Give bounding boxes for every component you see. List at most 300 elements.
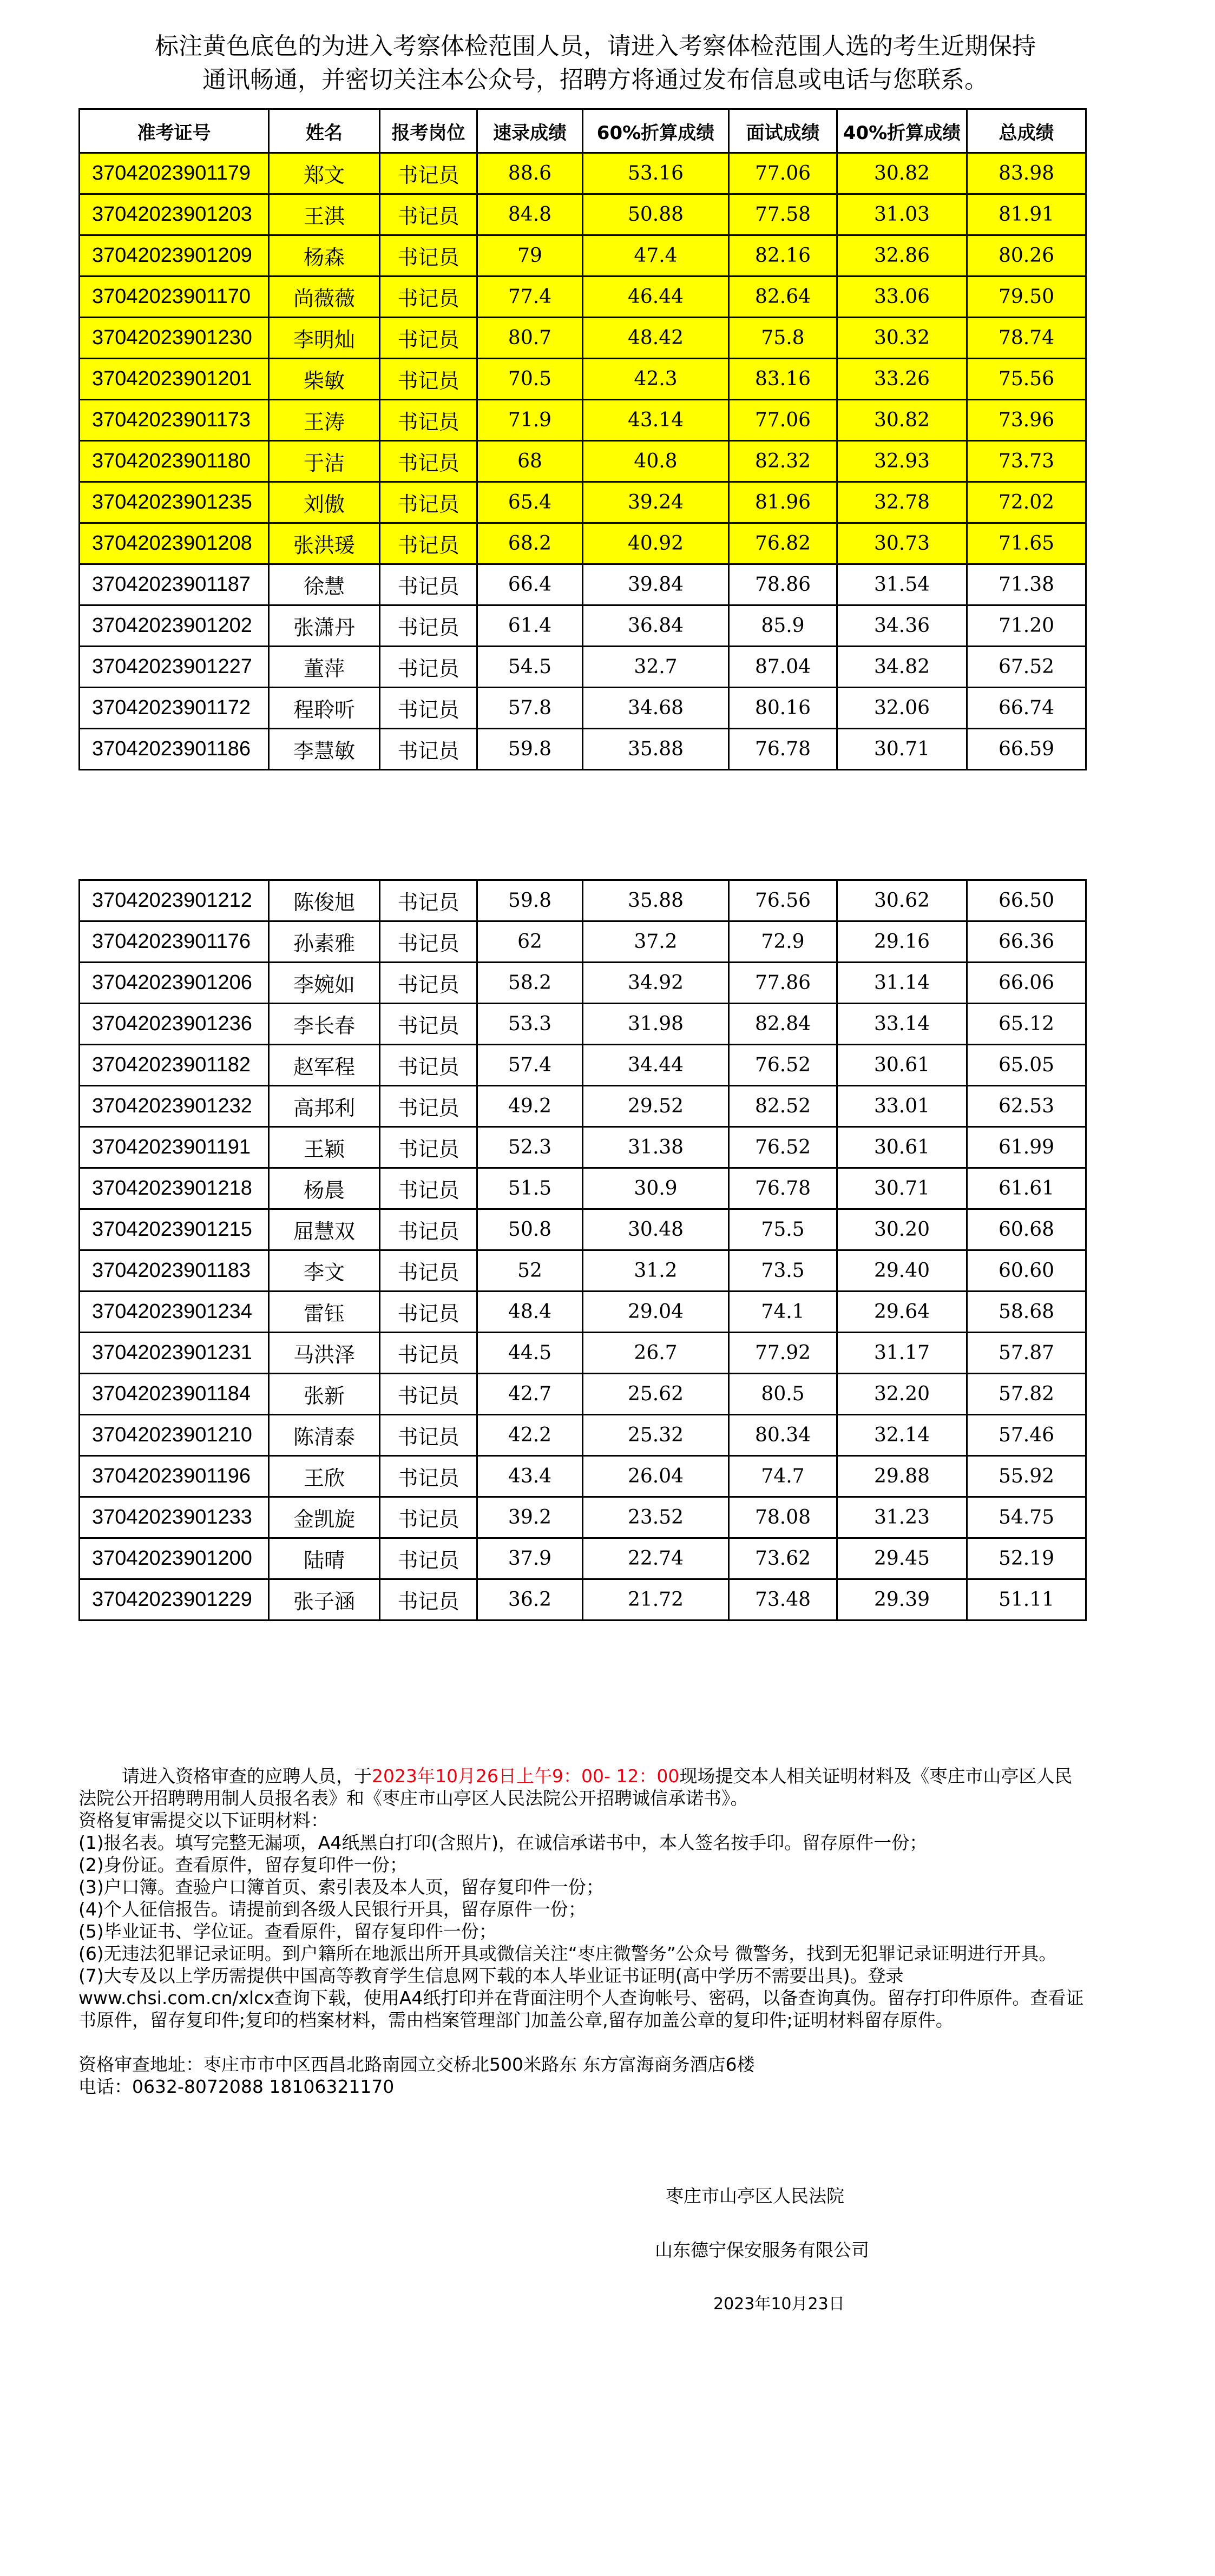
cell-name: 王颖 — [269, 1127, 380, 1168]
cell-name: 陈清泰 — [269, 1415, 380, 1456]
cell-exam-id: 37042023901203 — [80, 194, 269, 235]
cell-speed-score: 37.9 — [477, 1538, 583, 1579]
cell-interview-score: 75.8 — [729, 318, 837, 359]
cell-40pct-score: 31.23 — [837, 1497, 967, 1538]
cell-exam-id: 37042023901234 — [80, 1292, 269, 1333]
cell-60pct-score: 26.7 — [583, 1333, 729, 1374]
cell-60pct-score: 31.2 — [583, 1250, 729, 1292]
signature-org-security: 山东德宁保安服务有限公司 — [655, 2239, 869, 2261]
cell-40pct-score: 33.26 — [837, 359, 967, 400]
cell-post: 书记员 — [380, 359, 477, 400]
cell-total-score: 58.68 — [967, 1292, 1086, 1333]
cell-interview-score: 77.92 — [729, 1333, 837, 1374]
notice-line-2: 通讯畅通，并密切关注本公众号，招聘方将通过发布信息或电话与您联系。 — [202, 66, 988, 94]
table-row — [80, 1168, 1086, 1209]
cell-60pct-score: 35.88 — [583, 880, 729, 921]
cell-post: 书记员 — [380, 400, 477, 441]
cell-exam-id: 37042023901186 — [80, 729, 269, 770]
cell-name: 马洪泽 — [269, 1333, 380, 1374]
cell-exam-id: 37042023901210 — [80, 1415, 269, 1456]
cell-total-score: 75.56 — [967, 359, 1086, 400]
cell-name: 孙素雅 — [269, 921, 380, 963]
cell-exam-id: 37042023901183 — [80, 1250, 269, 1292]
cell-40pct-score: 31.17 — [837, 1333, 967, 1374]
cell-interview-score: 82.84 — [729, 1004, 837, 1045]
cell-interview-score: 76.82 — [729, 523, 837, 564]
signature-date: 2023年10月23日 — [713, 2295, 845, 2314]
header-post: 报考岗位 — [380, 109, 477, 153]
cell-post: 书记员 — [380, 441, 477, 482]
review-item: (7)大专及以上学历需提供中国高等教育学生信息网下载的本人毕业证书证明(高中学历不需要出具)。登录www.chsi.com.cn/xlcx查询下载，使用A4纸打印并在背面注明个人查询帐号、密码，以备查询真伪。留存打印件原件。查看证书原件，留存复印件;复印的档案材料，需由档案管理部门加盖公章,留存加盖公章的复印件;证明材料留存原件。 — [78, 1965, 1084, 2031]
cell-total-score: 57.82 — [967, 1374, 1086, 1415]
cell-name: 刘傲 — [269, 482, 380, 523]
cell-speed-score: 79 — [477, 235, 583, 276]
cell-interview-score: 76.78 — [729, 1168, 837, 1209]
cell-interview-score: 74.1 — [729, 1292, 837, 1333]
cell-speed-score: 42.2 — [477, 1415, 583, 1456]
cell-speed-score: 44.5 — [477, 1333, 583, 1374]
cell-60pct-score: 30.9 — [583, 1168, 729, 1209]
cell-60pct-score: 46.44 — [583, 276, 729, 318]
cell-post: 书记员 — [380, 921, 477, 963]
header-speed-score: 速录成绩 — [477, 109, 583, 153]
cell-name: 郑文 — [269, 153, 380, 194]
cell-total-score: 55.92 — [967, 1456, 1086, 1497]
table-row — [80, 318, 1086, 359]
review-phone: 电话：0632-8072088 18106321170 — [78, 2076, 395, 2097]
table-row — [80, 963, 1086, 1004]
signature-org-court: 枣庄市山亭区人民法院 — [666, 2185, 844, 2206]
header-40pct-score: 40%折算成绩 — [837, 109, 967, 153]
table-row — [80, 1333, 1086, 1374]
cell-60pct-score: 30.48 — [583, 1209, 729, 1250]
cell-interview-score: 75.5 — [729, 1209, 837, 1250]
cell-exam-id: 37042023901179 — [80, 153, 269, 194]
table-row — [80, 564, 1086, 605]
cell-exam-id: 37042023901232 — [80, 1086, 269, 1127]
cell-post: 书记员 — [380, 1209, 477, 1250]
cell-speed-score: 68.2 — [477, 523, 583, 564]
cell-post: 书记员 — [380, 688, 477, 729]
cell-speed-score: 50.8 — [477, 1209, 583, 1250]
cell-40pct-score: 29.39 — [837, 1579, 967, 1620]
cell-name: 张新 — [269, 1374, 380, 1415]
cell-40pct-score: 30.71 — [837, 1168, 967, 1209]
cell-total-score: 60.60 — [967, 1250, 1086, 1292]
cell-name: 李文 — [269, 1250, 380, 1292]
cell-60pct-score: 39.24 — [583, 482, 729, 523]
cell-total-score: 66.74 — [967, 688, 1086, 729]
cell-60pct-score: 36.84 — [583, 605, 729, 647]
cell-total-score: 61.61 — [967, 1168, 1086, 1209]
cell-speed-score: 58.2 — [477, 963, 583, 1004]
table-header-row — [80, 109, 1086, 153]
review-item: (4)个人征信报告。请提前到各级人民银行开具，留存原件一份； — [78, 1899, 586, 1920]
cell-post: 书记员 — [380, 1497, 477, 1538]
cell-60pct-score: 53.16 — [583, 153, 729, 194]
cell-name: 屈慧双 — [269, 1209, 380, 1250]
cell-60pct-score: 31.98 — [583, 1004, 729, 1045]
cell-60pct-score: 42.3 — [583, 359, 729, 400]
cell-speed-score: 61.4 — [477, 605, 583, 647]
cell-total-score: 73.73 — [967, 441, 1086, 482]
cell-post: 书记员 — [380, 1292, 477, 1333]
cell-post: 书记员 — [380, 1004, 477, 1045]
table-row — [80, 194, 1086, 235]
cell-post: 书记员 — [380, 605, 477, 647]
table-row — [80, 1579, 1086, 1620]
cell-exam-id: 37042023901206 — [80, 963, 269, 1004]
review-item: (5)毕业证书、学位证。查看原件，留存复印件一份； — [78, 1921, 497, 1942]
cell-post: 书记员 — [380, 153, 477, 194]
cell-interview-score: 82.52 — [729, 1086, 837, 1127]
cell-60pct-score: 29.52 — [583, 1086, 729, 1127]
cell-speed-score: 62 — [477, 921, 583, 963]
cell-total-score: 51.11 — [967, 1579, 1086, 1620]
notice-line-1: 标注黄色底色的为进入考察体检范围人员，请进入考察体检范围人选的考生近期保持 — [155, 32, 1036, 60]
cell-interview-score: 85.9 — [729, 605, 837, 647]
review-item: (2)身份证。查看原件，留存复印件一份； — [78, 1854, 408, 1875]
cell-name: 柴敏 — [269, 359, 380, 400]
cell-total-score: 65.05 — [967, 1045, 1086, 1086]
table-row — [80, 1456, 1086, 1497]
table-row — [80, 1415, 1086, 1456]
cell-40pct-score: 32.78 — [837, 482, 967, 523]
cell-name: 李明灿 — [269, 318, 380, 359]
cell-exam-id: 37042023901233 — [80, 1497, 269, 1538]
cell-60pct-score: 26.04 — [583, 1456, 729, 1497]
cell-post: 书记员 — [380, 1045, 477, 1086]
cell-post: 书记员 — [380, 1250, 477, 1292]
cell-exam-id: 37042023901201 — [80, 359, 269, 400]
cell-post: 书记员 — [380, 318, 477, 359]
cell-40pct-score: 31.54 — [837, 564, 967, 605]
cell-speed-score: 77.4 — [477, 276, 583, 318]
cell-post: 书记员 — [380, 1579, 477, 1620]
cell-exam-id: 37042023901187 — [80, 564, 269, 605]
cell-total-score: 66.36 — [967, 921, 1086, 963]
table-row — [80, 729, 1086, 770]
cell-60pct-score: 34.44 — [583, 1045, 729, 1086]
review-date-time: 2023年10月26日上午9：00- 12：00 — [372, 1765, 680, 1787]
cell-interview-score: 74.7 — [729, 1456, 837, 1497]
cell-name: 张潇丹 — [269, 605, 380, 647]
cell-60pct-score: 21.72 — [583, 1579, 729, 1620]
cell-interview-score: 77.86 — [729, 963, 837, 1004]
cell-exam-id: 37042023901235 — [80, 482, 269, 523]
cell-exam-id: 37042023901202 — [80, 605, 269, 647]
cell-post: 书记员 — [380, 647, 477, 688]
cell-name: 董萍 — [269, 647, 380, 688]
cell-total-score: 65.12 — [967, 1004, 1086, 1045]
cell-speed-score: 54.5 — [477, 647, 583, 688]
score-table-part-1 — [78, 108, 1087, 770]
cell-name: 杨晨 — [269, 1168, 380, 1209]
table-row — [80, 276, 1086, 318]
cell-40pct-score: 29.88 — [837, 1456, 967, 1497]
cell-40pct-score: 34.36 — [837, 605, 967, 647]
cell-60pct-score: 29.04 — [583, 1292, 729, 1333]
cell-exam-id: 37042023901200 — [80, 1538, 269, 1579]
cell-name: 金凯旋 — [269, 1497, 380, 1538]
review-intro: 请进入资格审查的应聘人员，于2023年10月26日上午9：00- 12：00现场提交本人相关证明材料及《枣庄市山亭区人民法院公开招聘聘用制人员报名表》和《枣庄市山亭区人民法院公开招聘诚信承诺书》。 — [78, 1765, 1073, 1809]
cell-interview-score: 76.56 — [729, 880, 837, 921]
cell-interview-score: 78.08 — [729, 1497, 837, 1538]
cell-exam-id: 37042023901218 — [80, 1168, 269, 1209]
cell-interview-score: 77.06 — [729, 400, 837, 441]
cell-interview-score: 80.16 — [729, 688, 837, 729]
cell-speed-score: 36.2 — [477, 1579, 583, 1620]
cell-exam-id: 37042023901172 — [80, 688, 269, 729]
cell-name: 于洁 — [269, 441, 380, 482]
cell-40pct-score: 30.61 — [837, 1045, 967, 1086]
cell-name: 王淇 — [269, 194, 380, 235]
cell-60pct-score: 48.42 — [583, 318, 729, 359]
cell-name: 雷钰 — [269, 1292, 380, 1333]
cell-40pct-score: 30.82 — [837, 400, 967, 441]
cell-40pct-score: 30.73 — [837, 523, 967, 564]
cell-exam-id: 37042023901236 — [80, 1004, 269, 1045]
cell-60pct-score: 34.92 — [583, 963, 729, 1004]
cell-60pct-score: 34.68 — [583, 688, 729, 729]
cell-post: 书记员 — [380, 1086, 477, 1127]
table-row — [80, 1250, 1086, 1292]
review-item: (6)无违法犯罪记录证明。到户籍所在地派出所开具或微信关注“枣庄微警务”公众号 微警务，找到无犯罪记录证明进行开具。 — [78, 1943, 1057, 1964]
cell-exam-id: 37042023901212 — [80, 880, 269, 921]
cell-speed-score: 43.4 — [477, 1456, 583, 1497]
cell-interview-score: 73.48 — [729, 1579, 837, 1620]
cell-40pct-score: 29.40 — [837, 1250, 967, 1292]
table-row — [80, 1374, 1086, 1415]
cell-exam-id: 37042023901170 — [80, 276, 269, 318]
cell-name: 赵军程 — [269, 1045, 380, 1086]
cell-post: 书记员 — [380, 194, 477, 235]
header-60pct-score: 60%折算成绩 — [583, 109, 729, 153]
cell-name: 陆晴 — [269, 1538, 380, 1579]
cell-exam-id: 37042023901229 — [80, 1579, 269, 1620]
cell-interview-score: 80.5 — [729, 1374, 837, 1415]
cell-40pct-score: 30.62 — [837, 880, 967, 921]
cell-40pct-score: 30.32 — [837, 318, 967, 359]
cell-interview-score: 81.96 — [729, 482, 837, 523]
cell-speed-score: 42.7 — [477, 1374, 583, 1415]
review-item: (1)报名表。填写完整无漏项，A4纸黑白打印(含照片)，在诚信承诺书中，本人签名按手印。留存原件一份； — [78, 1832, 928, 1853]
cell-interview-score: 76.78 — [729, 729, 837, 770]
cell-interview-score: 73.5 — [729, 1250, 837, 1292]
table-row — [80, 1004, 1086, 1045]
cell-interview-score: 73.62 — [729, 1538, 837, 1579]
cell-name: 杨森 — [269, 235, 380, 276]
cell-exam-id: 37042023901215 — [80, 1209, 269, 1250]
cell-total-score: 67.52 — [967, 647, 1086, 688]
notice — [81, 30, 1109, 97]
cell-60pct-score: 23.52 — [583, 1497, 729, 1538]
score-table-part-2 — [78, 879, 1087, 1621]
cell-interview-score: 87.04 — [729, 647, 837, 688]
cell-name: 李婉如 — [269, 963, 380, 1004]
cell-speed-score: 52 — [477, 1250, 583, 1292]
cell-speed-score: 84.8 — [477, 194, 583, 235]
cell-name: 尚薇薇 — [269, 276, 380, 318]
cell-speed-score: 53.3 — [477, 1004, 583, 1045]
cell-total-score: 66.50 — [967, 880, 1086, 921]
cell-40pct-score: 30.61 — [837, 1127, 967, 1168]
cell-speed-score: 59.8 — [477, 729, 583, 770]
cell-speed-score: 57.4 — [477, 1045, 583, 1086]
cell-post: 书记员 — [380, 523, 477, 564]
cell-interview-score: 78.86 — [729, 564, 837, 605]
cell-60pct-score: 47.4 — [583, 235, 729, 276]
cell-interview-score: 82.64 — [729, 276, 837, 318]
table-row — [80, 921, 1086, 963]
cell-40pct-score: 29.16 — [837, 921, 967, 963]
cell-60pct-score: 40.92 — [583, 523, 729, 564]
cell-40pct-score: 32.93 — [837, 441, 967, 482]
cell-interview-score: 76.52 — [729, 1045, 837, 1086]
cell-total-score: 80.26 — [967, 235, 1086, 276]
cell-40pct-score: 30.71 — [837, 729, 967, 770]
cell-name: 高邦利 — [269, 1086, 380, 1127]
cell-60pct-score: 43.14 — [583, 400, 729, 441]
cell-40pct-score: 30.82 — [837, 153, 967, 194]
cell-exam-id: 37042023901196 — [80, 1456, 269, 1497]
table-row — [80, 1209, 1086, 1250]
header-exam-id: 准考证号 — [80, 109, 269, 153]
table-row — [80, 880, 1086, 921]
cell-speed-score: 88.6 — [477, 153, 583, 194]
cell-post: 书记员 — [380, 1374, 477, 1415]
cell-speed-score: 51.5 — [477, 1168, 583, 1209]
cell-40pct-score: 33.01 — [837, 1086, 967, 1127]
cell-name: 李长春 — [269, 1004, 380, 1045]
cell-speed-score: 70.5 — [477, 359, 583, 400]
table-row — [80, 647, 1086, 688]
cell-total-score: 78.74 — [967, 318, 1086, 359]
cell-post: 书记员 — [380, 1127, 477, 1168]
cell-speed-score: 68 — [477, 441, 583, 482]
cell-total-score: 81.91 — [967, 194, 1086, 235]
table-row — [80, 1292, 1086, 1333]
cell-interview-score: 80.34 — [729, 1415, 837, 1456]
cell-total-score: 71.20 — [967, 605, 1086, 647]
cell-post: 书记员 — [380, 1168, 477, 1209]
cell-speed-score: 80.7 — [477, 318, 583, 359]
cell-exam-id: 37042023901231 — [80, 1333, 269, 1374]
cell-40pct-score: 32.86 — [837, 235, 967, 276]
cell-interview-score: 77.06 — [729, 153, 837, 194]
table-row — [80, 1086, 1086, 1127]
cell-40pct-score: 29.64 — [837, 1292, 967, 1333]
cell-interview-score: 76.52 — [729, 1127, 837, 1168]
cell-40pct-score: 31.03 — [837, 194, 967, 235]
cell-total-score: 71.38 — [967, 564, 1086, 605]
cell-interview-score: 83.16 — [729, 359, 837, 400]
cell-total-score: 66.06 — [967, 963, 1086, 1004]
cell-speed-score: 39.2 — [477, 1497, 583, 1538]
review-item: 资格复审需提交以下证明材料： — [78, 1810, 329, 1831]
cell-speed-score: 48.4 — [477, 1292, 583, 1333]
cell-exam-id: 37042023901230 — [80, 318, 269, 359]
cell-60pct-score: 50.88 — [583, 194, 729, 235]
cell-speed-score: 59.8 — [477, 880, 583, 921]
cell-exam-id: 37042023901184 — [80, 1374, 269, 1415]
cell-speed-score: 65.4 — [477, 482, 583, 523]
cell-total-score: 72.02 — [967, 482, 1086, 523]
cell-40pct-score: 32.14 — [837, 1415, 967, 1456]
cell-post: 书记员 — [380, 963, 477, 1004]
cell-total-score: 52.19 — [967, 1538, 1086, 1579]
cell-total-score: 60.68 — [967, 1209, 1086, 1250]
cell-40pct-score: 32.20 — [837, 1374, 967, 1415]
cell-speed-score: 52.3 — [477, 1127, 583, 1168]
cell-post: 书记员 — [380, 1456, 477, 1497]
cell-name: 王欣 — [269, 1456, 380, 1497]
header-name: 姓名 — [269, 109, 380, 153]
cell-speed-score: 66.4 — [477, 564, 583, 605]
cell-speed-score: 57.8 — [477, 688, 583, 729]
cell-60pct-score: 40.8 — [583, 441, 729, 482]
cell-60pct-score: 32.7 — [583, 647, 729, 688]
cell-40pct-score: 32.06 — [837, 688, 967, 729]
table-row — [80, 153, 1086, 194]
cell-exam-id: 37042023901227 — [80, 647, 269, 688]
header-total-score: 总成绩 — [967, 109, 1086, 153]
cell-post: 书记员 — [380, 235, 477, 276]
table-row — [80, 441, 1086, 482]
cell-60pct-score: 22.74 — [583, 1538, 729, 1579]
cell-post: 书记员 — [380, 880, 477, 921]
cell-total-score: 73.96 — [967, 400, 1086, 441]
cell-60pct-score: 31.38 — [583, 1127, 729, 1168]
cell-interview-score: 82.16 — [729, 235, 837, 276]
cell-total-score: 57.87 — [967, 1333, 1086, 1374]
cell-name: 李慧敏 — [269, 729, 380, 770]
table-row — [80, 688, 1086, 729]
cell-total-score: 54.75 — [967, 1497, 1086, 1538]
cell-interview-score: 72.9 — [729, 921, 837, 963]
cell-exam-id: 37042023901173 — [80, 400, 269, 441]
cell-exam-id: 37042023901209 — [80, 235, 269, 276]
cell-name: 程聆听 — [269, 688, 380, 729]
table-row — [80, 1538, 1086, 1579]
cell-40pct-score: 30.20 — [837, 1209, 967, 1250]
table-row — [80, 1127, 1086, 1168]
cell-total-score: 79.50 — [967, 276, 1086, 318]
cell-exam-id: 37042023901182 — [80, 1045, 269, 1086]
cell-60pct-score: 25.62 — [583, 1374, 729, 1415]
cell-total-score: 62.53 — [967, 1086, 1086, 1127]
cell-total-score: 57.46 — [967, 1415, 1086, 1456]
review-address: 资格审查地址：枣庄市市中区西昌北路南园立交桥北500米路东 东方富海商务酒店6楼 — [78, 2054, 755, 2075]
cell-name: 王涛 — [269, 400, 380, 441]
cell-interview-score: 82.32 — [729, 441, 837, 482]
table-row — [80, 400, 1086, 441]
cell-post: 书记员 — [380, 1333, 477, 1374]
cell-40pct-score: 31.14 — [837, 963, 967, 1004]
cell-name: 张洪瑗 — [269, 523, 380, 564]
table-row — [80, 523, 1086, 564]
cell-post: 书记员 — [380, 564, 477, 605]
cell-total-score: 61.99 — [967, 1127, 1086, 1168]
cell-total-score: 83.98 — [967, 153, 1086, 194]
cell-post: 书记员 — [380, 1538, 477, 1579]
cell-60pct-score: 25.32 — [583, 1415, 729, 1456]
cell-60pct-score: 39.84 — [583, 564, 729, 605]
header-interview-score: 面试成绩 — [729, 109, 837, 153]
cell-total-score: 71.65 — [967, 523, 1086, 564]
cell-post: 书记员 — [380, 482, 477, 523]
table-row — [80, 1497, 1086, 1538]
